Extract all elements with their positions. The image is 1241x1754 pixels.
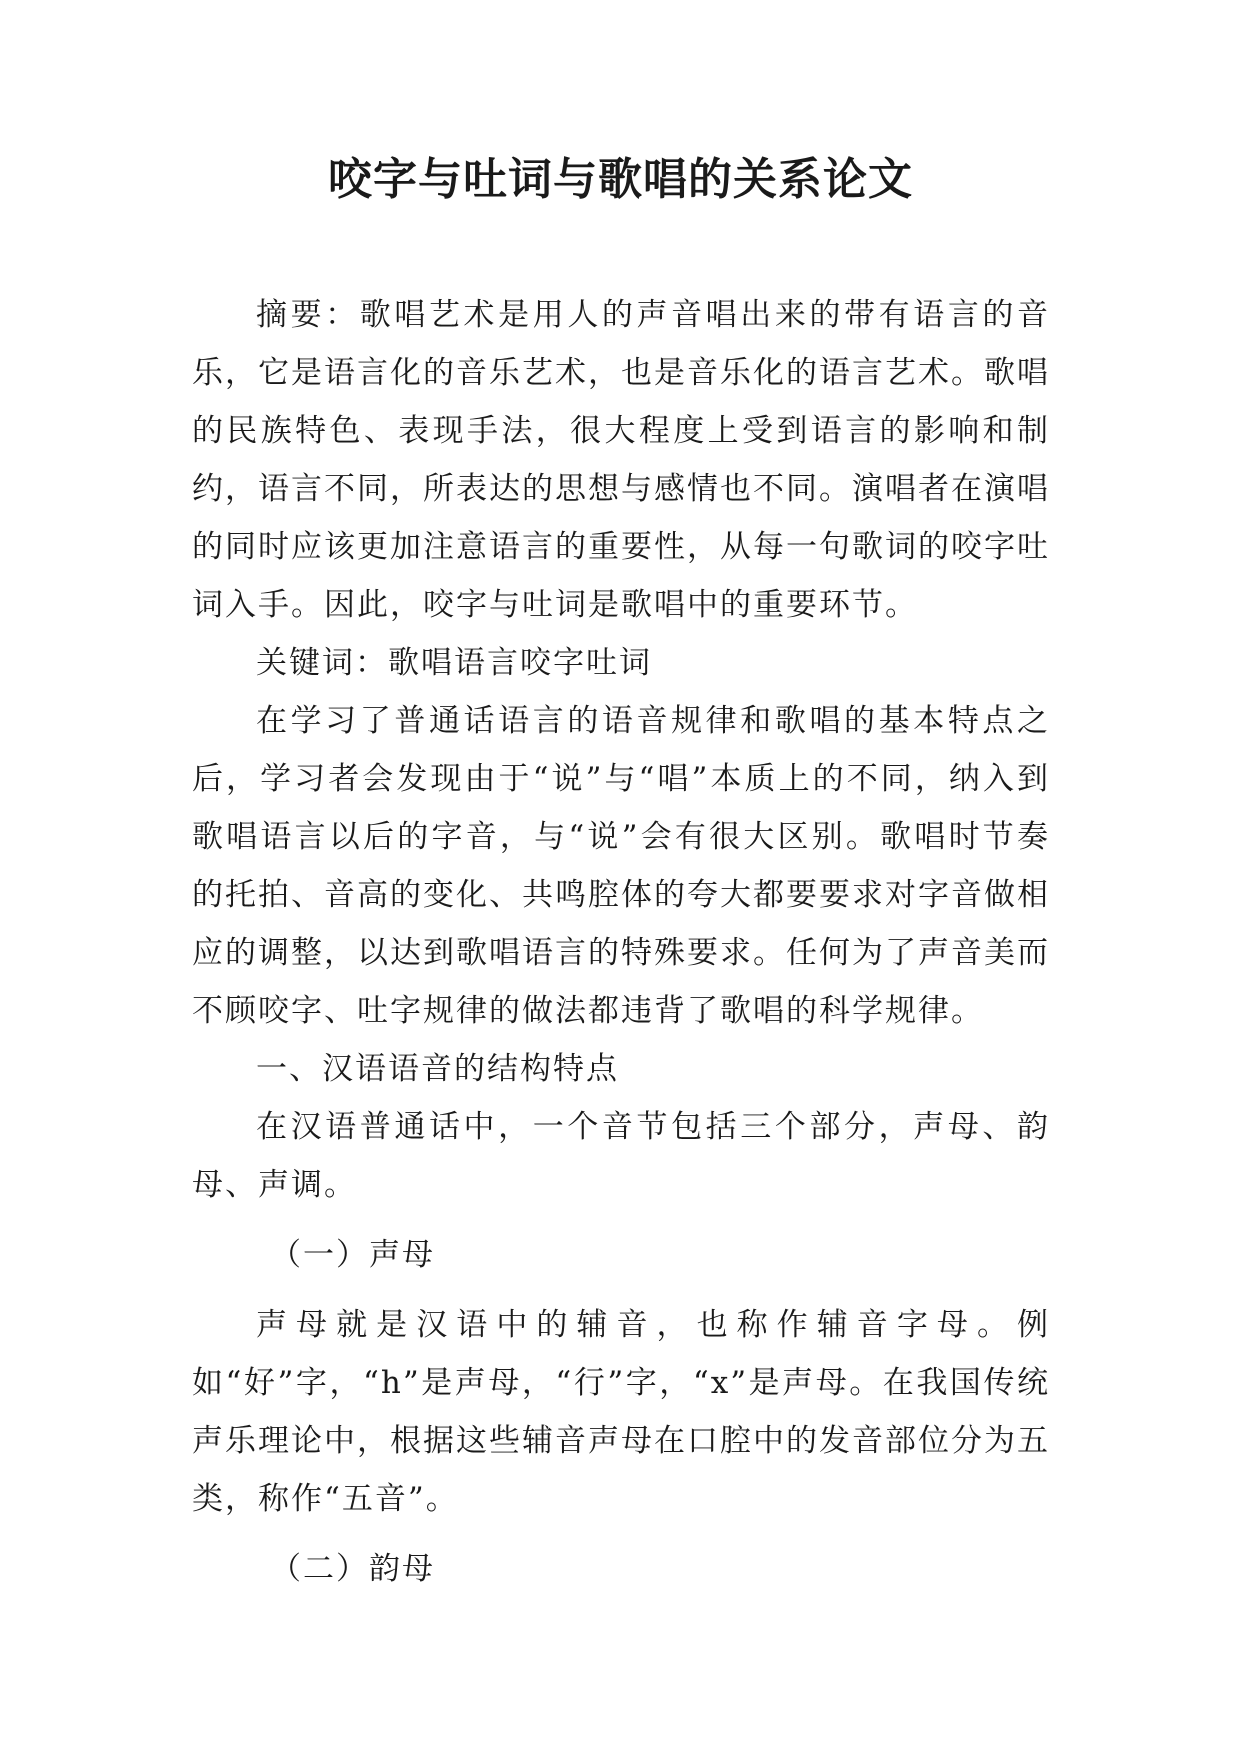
body-paragraph: 在汉语普通话中，一个音节包括三个部分，声母、韵母、声调。 [192,1109,1050,1203]
abstract-paragraph: 摘要：歌唱艺术是用人的声音唱出来的带有语言的音乐，它是语言化的音乐艺术，也是音乐化的语言艺术。歌唱的民族特色、表现手法，很大程度上受到语言的影响和制约，语言不同，所表达的思想与感情也不同。演唱者在演唱的同时应该更加注意语言的重要性，从每一句歌词的咬字吐词入手。因此，咬字与吐词是歌唱中的重要环节。 [192,297,1050,623]
document-body [192,286,1050,1598]
document-title: 咬字与吐词与歌唱的关系论文 [328,154,913,205]
keywords-paragraph: 关键词：歌唱语言咬字吐词 [256,645,652,681]
intro-paragraph: 在学习了普通话语言的语音规律和歌唱的基本特点之后，学习者会发现由于“说”与“唱”本质上的不同，纳入到歌唱语言以后的字音，与“说”会有很大区别。歌唱时节奏的托拍、音高的变化、共鸣腔体的夸大都要要求对字音做相应的调整，以达到歌唱语言的特殊要求。任何为了声音美而不顾咬字、吐字规律的做法都违背了歌唱的科学规律。 [192,703,1050,1029]
body-paragraph: 声母就是汉语中的辅音，也称作辅音字母。例如“好”字，“h”是声母，“行”字，“x”是声母。在我国传统声乐理论中，根据这些辅音声母在口腔中的发音部位分为五类，称作“五音”。 [192,1307,1050,1517]
section-heading: 一、汉语语音的结构特点 [256,1051,619,1087]
subsection-heading: （二）韵母 [270,1551,435,1587]
subsection-heading: （一）声母 [270,1237,435,1273]
